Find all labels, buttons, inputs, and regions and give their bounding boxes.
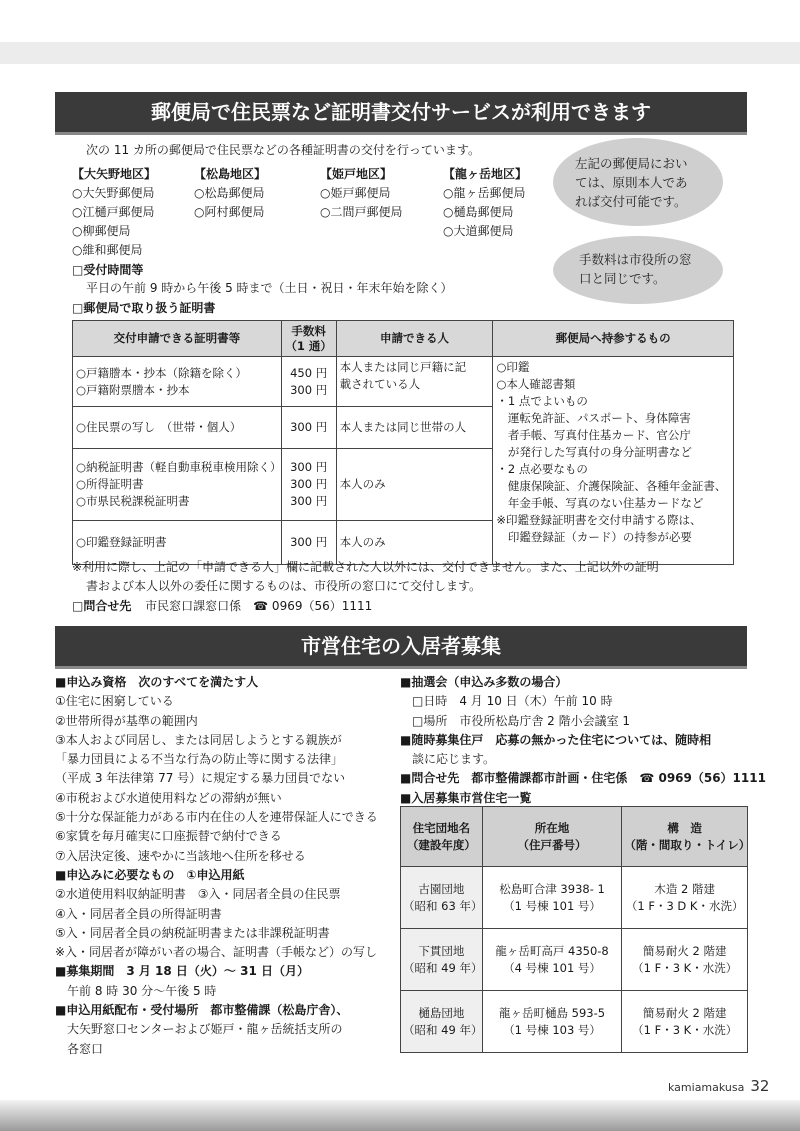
housing-table: [400, 806, 751, 1053]
info-line: ■申込みに必要なもの ①申込用紙: [55, 867, 245, 882]
fee-value: 300 円: [290, 382, 328, 397]
fee-cell: [281, 357, 336, 407]
hours-heading: □受付時間等: [72, 263, 144, 277]
info-line: 談に応じます。: [400, 752, 496, 767]
district-name: 【姫戸地区】: [320, 167, 393, 181]
housing-structure-cell: [622, 929, 748, 991]
housing-row: [401, 867, 748, 929]
bring-item: が発行した写真付の身分証明書など: [496, 445, 692, 459]
housing-structure: 簡易耐火 2 階建: [642, 943, 727, 958]
post-office-name: ○姫戸郵便局: [320, 186, 391, 200]
fee-value: 450 円: [290, 365, 328, 380]
who-cell: [336, 407, 493, 449]
housing-lottery-info: [400, 673, 766, 808]
post-office-name: ○維和郵便局: [72, 243, 143, 257]
info-line: 「暴力団員による不当な行為の防止等に関する法律」: [55, 752, 344, 767]
bubble-line: ては、原則本人であ: [575, 175, 688, 190]
fee-cell: [281, 449, 336, 521]
housing-header-line: （住戸番号）: [517, 837, 587, 852]
bring-item: 運転免許証、パスポート、身体障害: [496, 411, 691, 425]
note-bubble-identity: [553, 138, 723, 226]
housing-address: 松島町合津 3938- 1: [499, 881, 605, 896]
housing-address: （1 号棟 101 号）: [503, 898, 601, 913]
fee-value: 300 円: [290, 535, 328, 549]
housing-row: [401, 929, 748, 991]
housing-name: 下貫団地: [418, 943, 465, 958]
bubble-line: 口と同じです。: [579, 271, 666, 286]
table-row: [73, 357, 734, 407]
district-column: [72, 165, 156, 260]
housing-address: （4 号棟 101 号）: [503, 960, 601, 975]
housing-structure-cell: [622, 867, 748, 929]
housing-name-cell: [401, 929, 483, 991]
bring-item: ※印鑑登録証明書を交付申請する際は、: [496, 513, 702, 527]
post-office-name: ○龍ヶ岳郵便局: [443, 186, 526, 200]
info-line: ④市税および水道使用料などの滞納が無い: [55, 790, 282, 805]
header-bring: 郵便局へ持参するもの: [493, 321, 734, 357]
info-line: ④入・同居者全員の所得証明書: [55, 906, 222, 921]
cert-name: ○納税証明書（軽自動車税車検用除く）: [76, 460, 282, 474]
bring-item: ・2 点必要なもの: [496, 462, 588, 476]
note-bubble-fee: [553, 236, 723, 304]
certificates-heading: □郵便局で取り扱う証明書: [72, 301, 216, 315]
applicant-text: 本人のみ: [339, 477, 386, 491]
housing-header: [482, 807, 622, 867]
post-office-name: ○柳郵便局: [72, 224, 131, 238]
housing-address-cell: [482, 867, 622, 929]
cert-name: ○戸籍謄本・抄本（除籍を除く）: [76, 365, 248, 380]
housing-structure-cell: [622, 991, 748, 1053]
district-column: [443, 165, 527, 241]
housing-name: （昭和 49 年）: [403, 1022, 483, 1037]
cert-name: ○印鑑登録証明書: [76, 535, 167, 549]
housing-structure: （1 F・3 D K・水洗）: [625, 898, 744, 913]
info-line: 大矢野窓口センターおよび姫戸・龍ヶ岳統括支所の: [55, 1022, 343, 1037]
applicant-text: 本人または同じ戸籍に記: [339, 360, 467, 374]
who-cell: [336, 449, 493, 521]
info-line: ■募集期間 3 月 18 日（火）～ 31 日（月）: [55, 964, 309, 979]
info-line: ■申込み資格 次のすべてを満たす人: [55, 675, 259, 689]
housing-name: （昭和 63 年）: [403, 898, 483, 913]
fee-value: 300 円: [290, 494, 328, 508]
applicant-text: 本人のみ: [339, 535, 386, 549]
header-fee: [281, 321, 336, 357]
info-line: ②世帯所得が基準の範囲内: [55, 713, 198, 728]
header-fee-line: 手数料: [291, 323, 326, 338]
housing-name-cell: [401, 991, 483, 1053]
section-title-housing: 市営住宅の入居者募集: [55, 626, 747, 666]
fee-value: 300 円: [290, 477, 328, 491]
post-office-name: ○松島郵便局: [194, 186, 265, 200]
district-name: 【松島地区】: [194, 167, 267, 181]
info-line: ※入・同居者が障がい者の場合、証明書（手帳など）の写し: [55, 945, 378, 960]
cert-cell: [73, 407, 282, 449]
bubble-line: 左記の郵便局におい: [575, 156, 688, 171]
post-office-name: ○大矢野郵便局: [72, 186, 155, 200]
info-line: （平成 3 年法律第 77 号）に規定する暴力団員でない: [55, 771, 346, 786]
info-line: ⑦入居決定後、速やかに当該地へ住所を移せる: [55, 848, 306, 863]
contact-label: □問合せ先: [72, 599, 132, 613]
contact-text: 市民窓口課窓口係 ☎ 0969（56）1111: [145, 599, 373, 613]
housing-structure: 木造 2 階建: [654, 881, 715, 896]
post-office-name: ○江樋戸郵便局: [72, 205, 155, 219]
housing-row: [401, 991, 748, 1053]
district-column: [320, 165, 402, 222]
housing-header-line: （階・間取り・トイレ）: [624, 837, 751, 852]
housing-address: 龍ヶ岳町樋島 593-5: [499, 1005, 606, 1020]
cert-name: ○戸籍附票謄本・抄本: [76, 382, 190, 397]
housing-address: 龍ヶ岳町高戸 4350-8: [495, 943, 609, 958]
housing-address-cell: [482, 929, 622, 991]
housing-structure: 簡易耐火 2 階建: [642, 1005, 727, 1020]
housing-name: 樋島団地: [418, 1005, 465, 1020]
intro-text: 次の 11 カ所の郵便局で住民票などの各種証明書の交付を行っています。: [86, 143, 480, 157]
bring-item: ○印鑑: [496, 360, 530, 374]
info-line: □場所 市役所松島庁舎 2 階小会議室 1: [400, 713, 631, 728]
info-line: ③本人および同居し、または同居しようとする親族が: [55, 732, 342, 747]
info-line: ②水道使用料収納証明書 ③入・同居者全員の住民票: [55, 887, 341, 902]
applicant-text: 載されている人: [339, 377, 421, 391]
housing-name-cell: [401, 867, 483, 929]
hours-text: 平日の午前 9 時から午後 5 時まで（土日・祝日・年末年始を除く）: [86, 281, 453, 295]
info-line: □日時 4 月 10 日（木）午前 10 時: [400, 694, 613, 709]
bubble-line: れば交付可能です。: [575, 194, 687, 209]
cert-cell: [73, 449, 282, 521]
info-line: ⑥家賃を毎月確実に口座振替で納付できる: [55, 829, 282, 844]
district-name: 【龍ヶ岳地区】: [443, 167, 528, 181]
housing-address-cell: [482, 991, 622, 1053]
page-number: 32: [750, 1077, 770, 1095]
cert-name: ○市県民税課税証明書: [76, 494, 190, 508]
header-cert: 交付申請できる証明書等: [73, 321, 282, 357]
post-office-name: ○大道郵便局: [443, 224, 514, 238]
usage-note-line2: 書および本人以外の委任に関するものは、市役所の窓口にて交付します。: [86, 579, 482, 593]
bubble-line: 手数料は市役所の窓: [579, 252, 692, 267]
housing-requirements: [55, 673, 395, 1059]
bring-item: 健康保険証、介護保険証、各種年金証書、: [496, 479, 727, 493]
info-line: ■問合せ先 都市整備課都市計画・住宅係 ☎ 0969（56）1111: [400, 771, 766, 786]
fee-cell: [281, 407, 336, 449]
header-band: [0, 42, 800, 64]
cert-name: ○住民票の写し （世帯・個人）: [76, 420, 242, 434]
usage-note-line1: ※利用に際し、上記の「申請できる人」欄に記載された人以外には、交付できません。また、上記以外の証明: [72, 560, 659, 574]
housing-header: [401, 807, 483, 867]
info-line: ■入居募集市営住宅一覧: [400, 790, 532, 805]
cert-cell: [73, 357, 282, 407]
info-line: ⑤十分な保証能力がある市内在住の人を連帯保証人にできる: [55, 810, 378, 825]
housing-name: 古園団地: [418, 881, 465, 896]
fee-value: 300 円: [290, 460, 328, 474]
district-column: [194, 165, 266, 222]
bring-item: ・1 点でよいもの: [496, 394, 588, 408]
who-cell: [336, 357, 493, 407]
magazine-name: kamiamakusa: [668, 1081, 745, 1094]
housing-header-line: 所在地: [534, 820, 570, 835]
housing-address: （1 号棟 103 号）: [503, 1022, 601, 1037]
info-line: ⑤入・同居者全員の納税証明書または非課税証明書: [55, 925, 330, 940]
housing-header-line: 構 造: [667, 820, 702, 835]
post-office-name: ○二間戸郵便局: [320, 205, 403, 219]
housing-structure: （1 F・3 K・水洗）: [632, 1022, 738, 1037]
contact-line: [72, 597, 372, 615]
header-who: 申請できる人: [336, 321, 493, 357]
district-name: 【大矢野地区】: [72, 167, 157, 181]
bring-item: 印鑑登録証（カード）の持参が必要: [496, 530, 692, 544]
housing-header-line: 住宅団地名: [412, 820, 471, 835]
housing-header-line: （建設年度）: [406, 837, 476, 852]
bring-item: ○本人確認書類: [496, 377, 576, 391]
housing-name: （昭和 49 年）: [403, 960, 483, 975]
bring-item: 者手帳、写真付住基カード、官公庁: [496, 428, 691, 442]
info-line: ■随時募集住戸 応募の無かった住宅については、随時相: [400, 732, 712, 747]
section-title-post-office: 郵便局で住民票など証明書交付サービスが利用できます: [55, 92, 747, 132]
page-footer: [668, 1077, 769, 1095]
header-fee-line: （1 通）: [285, 338, 332, 353]
housing-structure: （1 F・3 K・水洗）: [632, 960, 738, 975]
bring-cell: [493, 357, 734, 565]
info-line: 各窓口: [55, 1041, 104, 1056]
post-office-name: ○樋島郵便局: [443, 205, 514, 219]
footer-band: [0, 1100, 800, 1131]
fee-value: 300 円: [290, 420, 328, 434]
cert-name: ○所得証明書: [76, 477, 144, 491]
bring-item: 年金手帳、写真のない住基カードなど: [496, 496, 704, 510]
info-line: ■抽選会（申込み多数の場合）: [400, 675, 568, 689]
info-line: ■申込用紙配布・受付場所 都市整備課（松島庁舎）、: [55, 1003, 349, 1018]
info-line: ①住宅に困窮している: [55, 694, 174, 709]
info-line: 午前 8 時 30 分～午後 5 時: [55, 983, 217, 998]
post-office-name: ○阿村郵便局: [194, 205, 265, 219]
housing-header: [622, 807, 751, 867]
certificate-table: [72, 320, 734, 565]
applicant-text: 本人または同じ世帯の人: [339, 420, 467, 434]
